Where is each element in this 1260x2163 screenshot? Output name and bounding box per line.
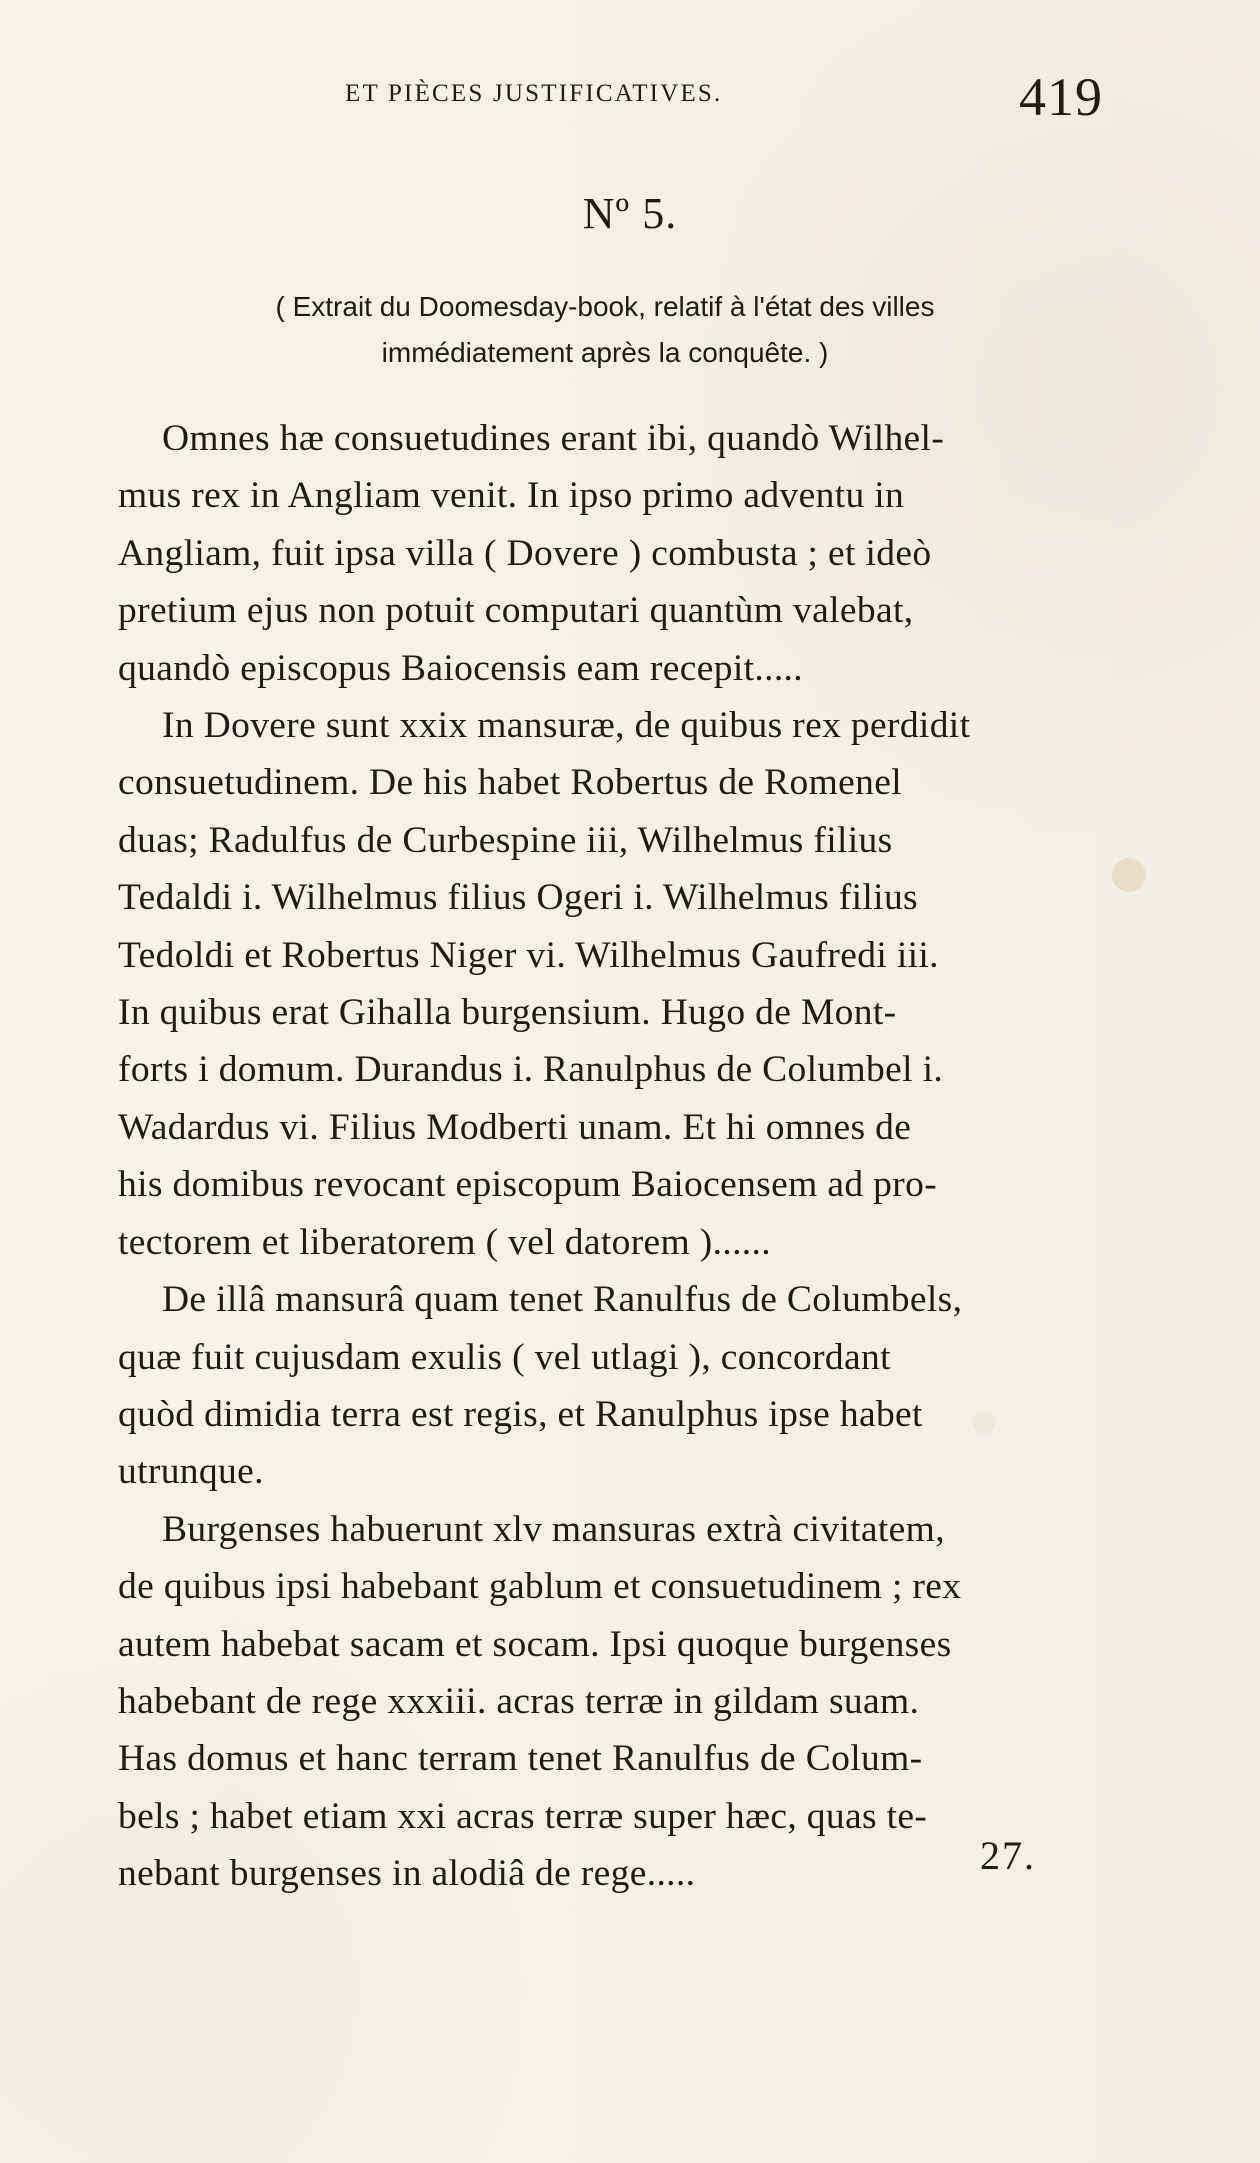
section-subtitle: ( Extrait du Doomesday-book, relatif à l'état des villes immédiatement après la conquête. ) <box>275 291 935 368</box>
text-line-5: quandò episcopus Baiocensis eam recepit..... <box>118 647 803 689</box>
text-line-14: his domibus revocant episcopum Baiocensem ad pro- <box>118 1164 938 1206</box>
text-line-6: In Dovere sunt xxix mansuræ, de quibus rex perdidit <box>162 705 971 747</box>
text-line-10: Tedoldi et Robertus Niger vi. Wilhelmus Gaufredi iii. <box>118 934 939 976</box>
text-line-25: bels ; habet etiam xxi acras terræ super hæc, quas te- <box>118 1795 928 1837</box>
text-line-24: Has domus et hanc terram tenet Ranulfus de Colum- <box>118 1738 923 1780</box>
page-signature: 27. <box>980 1833 1036 1878</box>
text-line-4: pretium ejus non potuit computari quantùm valebat, <box>118 590 914 632</box>
paper-stain <box>1112 858 1146 892</box>
text-line-18: quòd dimidia terra est regis, et Ranulphus ipse habet <box>118 1393 923 1435</box>
text-line-19: utrunque. <box>118 1451 264 1493</box>
page-number: 419 <box>1019 67 1103 127</box>
paper-stain <box>972 1410 996 1434</box>
text-line-1: Omnes hæ consuetudines erant ibi, quandò Wilhel- <box>162 418 945 459</box>
text-line-20: Burgenses habuerunt xlv mansuras extrà civitatem, <box>162 1508 945 1550</box>
text-line-26: nebant burgenses in alodiâ de rege..... <box>118 1853 696 1895</box>
text-line-17: quæ fuit cujusdam exulis ( vel utlagi ), concordant <box>118 1336 891 1378</box>
text-line-2: mus rex in Angliam venit. In ipso primo adventu in <box>118 475 905 517</box>
text-line-3: Angliam, fuit ipsa villa ( Dovere ) combusta ; et ideò <box>118 532 932 574</box>
text-line-7: consuetudinem. De his habet Robertus de Romenel <box>118 762 902 804</box>
text-line-12: forts i domum. Durandus i. Ranulphus de Columbel i. <box>118 1049 944 1091</box>
text-line-23: habebant de rege xxxiii. acras terræ in gildam suam. <box>118 1680 920 1722</box>
text-line-21: de quibus ipsi habebant gablum et consuetudinem ; rex <box>118 1566 962 1608</box>
running-head: ET PIÈCES JUSTIFICATIVES. <box>345 80 723 107</box>
text-line-11: In quibus erat Gihalla burgensium. Hugo de Mont- <box>118 992 897 1034</box>
text-line-16: De illâ mansurâ quam tenet Ranulfus de Columbels, <box>162 1279 963 1321</box>
section-number: Nº 5. <box>582 189 678 238</box>
document-body <box>118 410 1130 1903</box>
text-line-15: tectorem et liberatorem ( vel datorem )...... <box>118 1221 771 1263</box>
text-line-9: Tedaldi i. Wilhelmus filius Ogeri i. Wilhelmus filius <box>118 877 918 919</box>
text-line-22: autem habebat sacam et socam. Ipsi quoque burgenses <box>118 1623 952 1665</box>
text-line-13: Wadardus vi. Filius Modberti unam. Et hi omnes de <box>118 1106 912 1148</box>
text-line-8: duas; Radulfus de Curbespine iii, Wilhelmus filius <box>118 819 893 861</box>
